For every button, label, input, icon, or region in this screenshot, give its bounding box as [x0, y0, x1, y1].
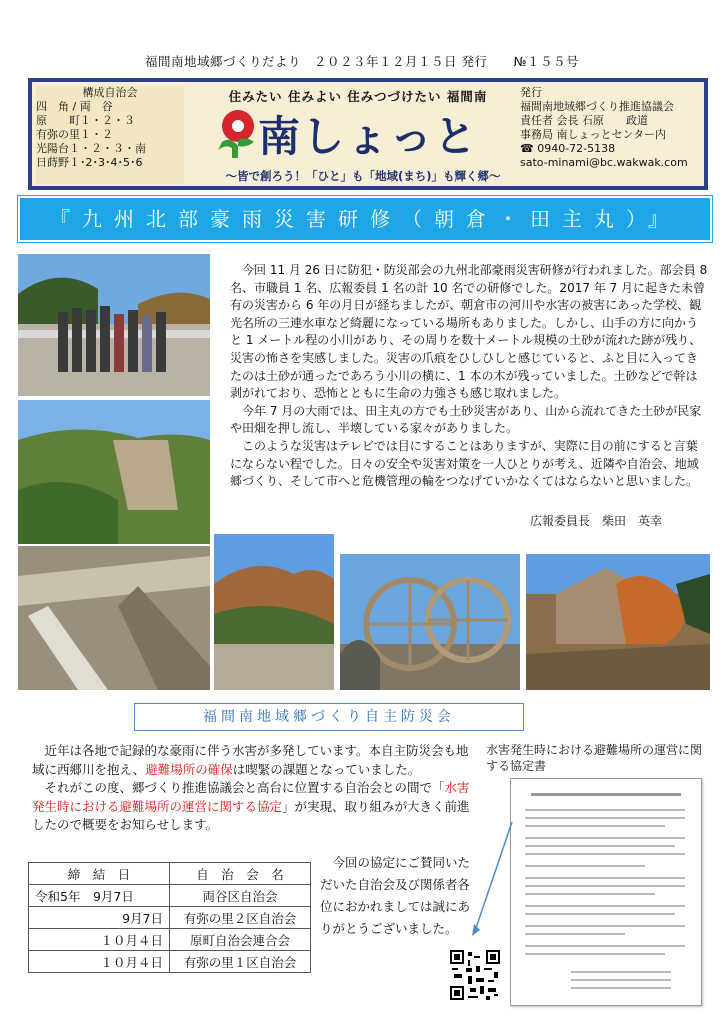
- newsletter-title: 南しょっと: [258, 112, 479, 161]
- table-cell-date: １０月４日: [29, 951, 170, 973]
- table-header-date: 締 結 日: [29, 863, 170, 885]
- table-cell-date: 令和5年 9月7日: [29, 885, 170, 907]
- table-row: [29, 885, 311, 907]
- article-paragraph: このような災害はテレビでは目にすることはありますが、実際に目の前にすると言葉にならない程でした。日々の安全や災害対策を一人ひとりが考え、近隣や自治会、地域郷づくり、そして市へと危機管理の輪をつなげていかなくてはならないと思いました。: [230, 438, 699, 489]
- highlight-evacuation-site: 避難場所の確保: [145, 761, 233, 777]
- member-line: 有弥の里１・２: [36, 128, 113, 141]
- photo-three-waterwheels: [340, 554, 520, 690]
- members-heading: 構成自治会: [82, 86, 138, 99]
- newsletter-issue-line: 福間南地域郷づくりだより ２０２３年１２月１５日 発行 №１５５号: [145, 54, 579, 69]
- table-cell-association: 有弥の里１区自治会: [170, 951, 311, 973]
- masthead-tagline: 住みたい 住みよい 住みつづけたい 福間南: [228, 89, 488, 104]
- publisher-line: 事務局 南しょっとセンター内: [520, 128, 667, 141]
- article-signer: 広報委員長 柴田 英幸: [530, 514, 663, 528]
- article-body: [230, 262, 708, 491]
- member-line: 光陽台１・２・３・南: [36, 142, 146, 155]
- table-row: [29, 951, 311, 973]
- table-row: [29, 929, 311, 951]
- section-title-disaster-prevention: 福間南地域郷づくり自主防災会: [134, 703, 524, 731]
- agreement-table: [28, 862, 311, 973]
- agreement-document-image: [510, 778, 702, 1006]
- member-line: 四 角 / 両 谷: [36, 100, 113, 113]
- table-cell-association: 有弥の里２区自治会: [170, 907, 311, 929]
- thanks-paragraph: 今回の協定にご賛同いただいた自治会及び関係者各位におかれましては誠にありがとうございました。: [320, 855, 471, 936]
- publisher-phone: ☎ 0940-72-5138: [520, 142, 616, 155]
- article-paragraph: 今年 7 月の大雨では、田主丸の方でも土砂災害があり、山から流れてきた土砂が民家や田畑を押し流し、半壊している家々がありました。: [230, 403, 702, 436]
- agreement-caption: 水害発生時における避難場所の運営に関する協定書: [486, 743, 703, 773]
- photo-group-at-riverside: [18, 254, 210, 396]
- thanks-message: [320, 852, 480, 940]
- member-line: 原 町１・２・３: [36, 114, 135, 127]
- table-cell-association: 両谷区自治会: [170, 885, 311, 907]
- table-cell-association: 原町自治会連合会: [170, 929, 311, 951]
- photo-debris-riverbed: [18, 546, 210, 690]
- article-banner-title: 『九州北部豪雨災害研修（朝倉・田主丸）』: [50, 207, 680, 231]
- photo-autumn-mountain: [214, 534, 334, 690]
- photo-landslide-hillside: [18, 400, 210, 544]
- table-cell-date: 9月7日: [29, 907, 170, 929]
- logo-mark-icon: [212, 106, 260, 158]
- section2-body: [32, 742, 472, 835]
- member-line: 日蒔野１･2･3･4･5･6: [36, 156, 143, 169]
- table-header-row: [29, 863, 311, 885]
- table-row: [29, 907, 311, 929]
- publisher-email: sato-minami@bc.wakwak.com: [520, 156, 688, 169]
- highlight-agreement-name: 水害発生時における避難場所の運営に関する協定: [32, 780, 470, 814]
- section2-paragraph: それがこの度、郷づくり推進協議会と高台に位置する自治会との間で「水害発生時における避難場所の運営に関する協定」が実現、取り組みが大きく前進したので概要をお知らせします。: [32, 780, 470, 832]
- qr-code-icon[interactable]: [450, 950, 500, 1000]
- article-banner: [18, 196, 712, 242]
- publisher-line: 責任者 会長 石原 政道: [520, 114, 648, 127]
- publisher-line: 発行: [520, 86, 542, 99]
- member-associations-box: [36, 86, 184, 184]
- article-paragraph: 今回 11 月 26 日に防犯・防災部会の九州北部豪雨災害研修が行われました。部会員 8 名、市職員 1 名、広報委員 1 名の計 10 名での研修でした。2017 年 7 月に起きた未曾有の災害から 6 年の月日が経ちましたが、朝倉市の河川や水害の被害にあった学校、観光名所の三連水車など綺麗になっている場所もありました。しかし、山手の方に向かうと 1 メートル程の小川があり、その周りを数十メートル規模の土砂が流れた跡が残り、災害の怖さを実感しました。災害の爪痕をひしひしと感じていると、ふと目に入ってきたのは土砂が通ったであろう小川の横に、1 本の木が残っていました。土砂などで幹は剥がれており、恐怖とともに生命の力強さも感じ取れました。: [230, 263, 708, 401]
- table-header-association: 自 治 会 名: [170, 863, 311, 885]
- publisher-line: 福間南地域郷づくり推進協議会: [520, 100, 674, 113]
- photo-collapsed-house: [526, 554, 710, 690]
- publisher-box: [520, 86, 702, 184]
- masthead-slogan: ～皆で創ろう！「ひと」も「地域(まち)」も輝く郷～: [225, 169, 501, 183]
- table-cell-date: １０月４日: [29, 929, 170, 951]
- section2-paragraph: 近年は各地で記録的な豪雨に伴う水害が多発しています。本自主防災会も地域に西郷川を抱え、避難場所の確保は喫緊の課題となっていました。: [32, 743, 469, 777]
